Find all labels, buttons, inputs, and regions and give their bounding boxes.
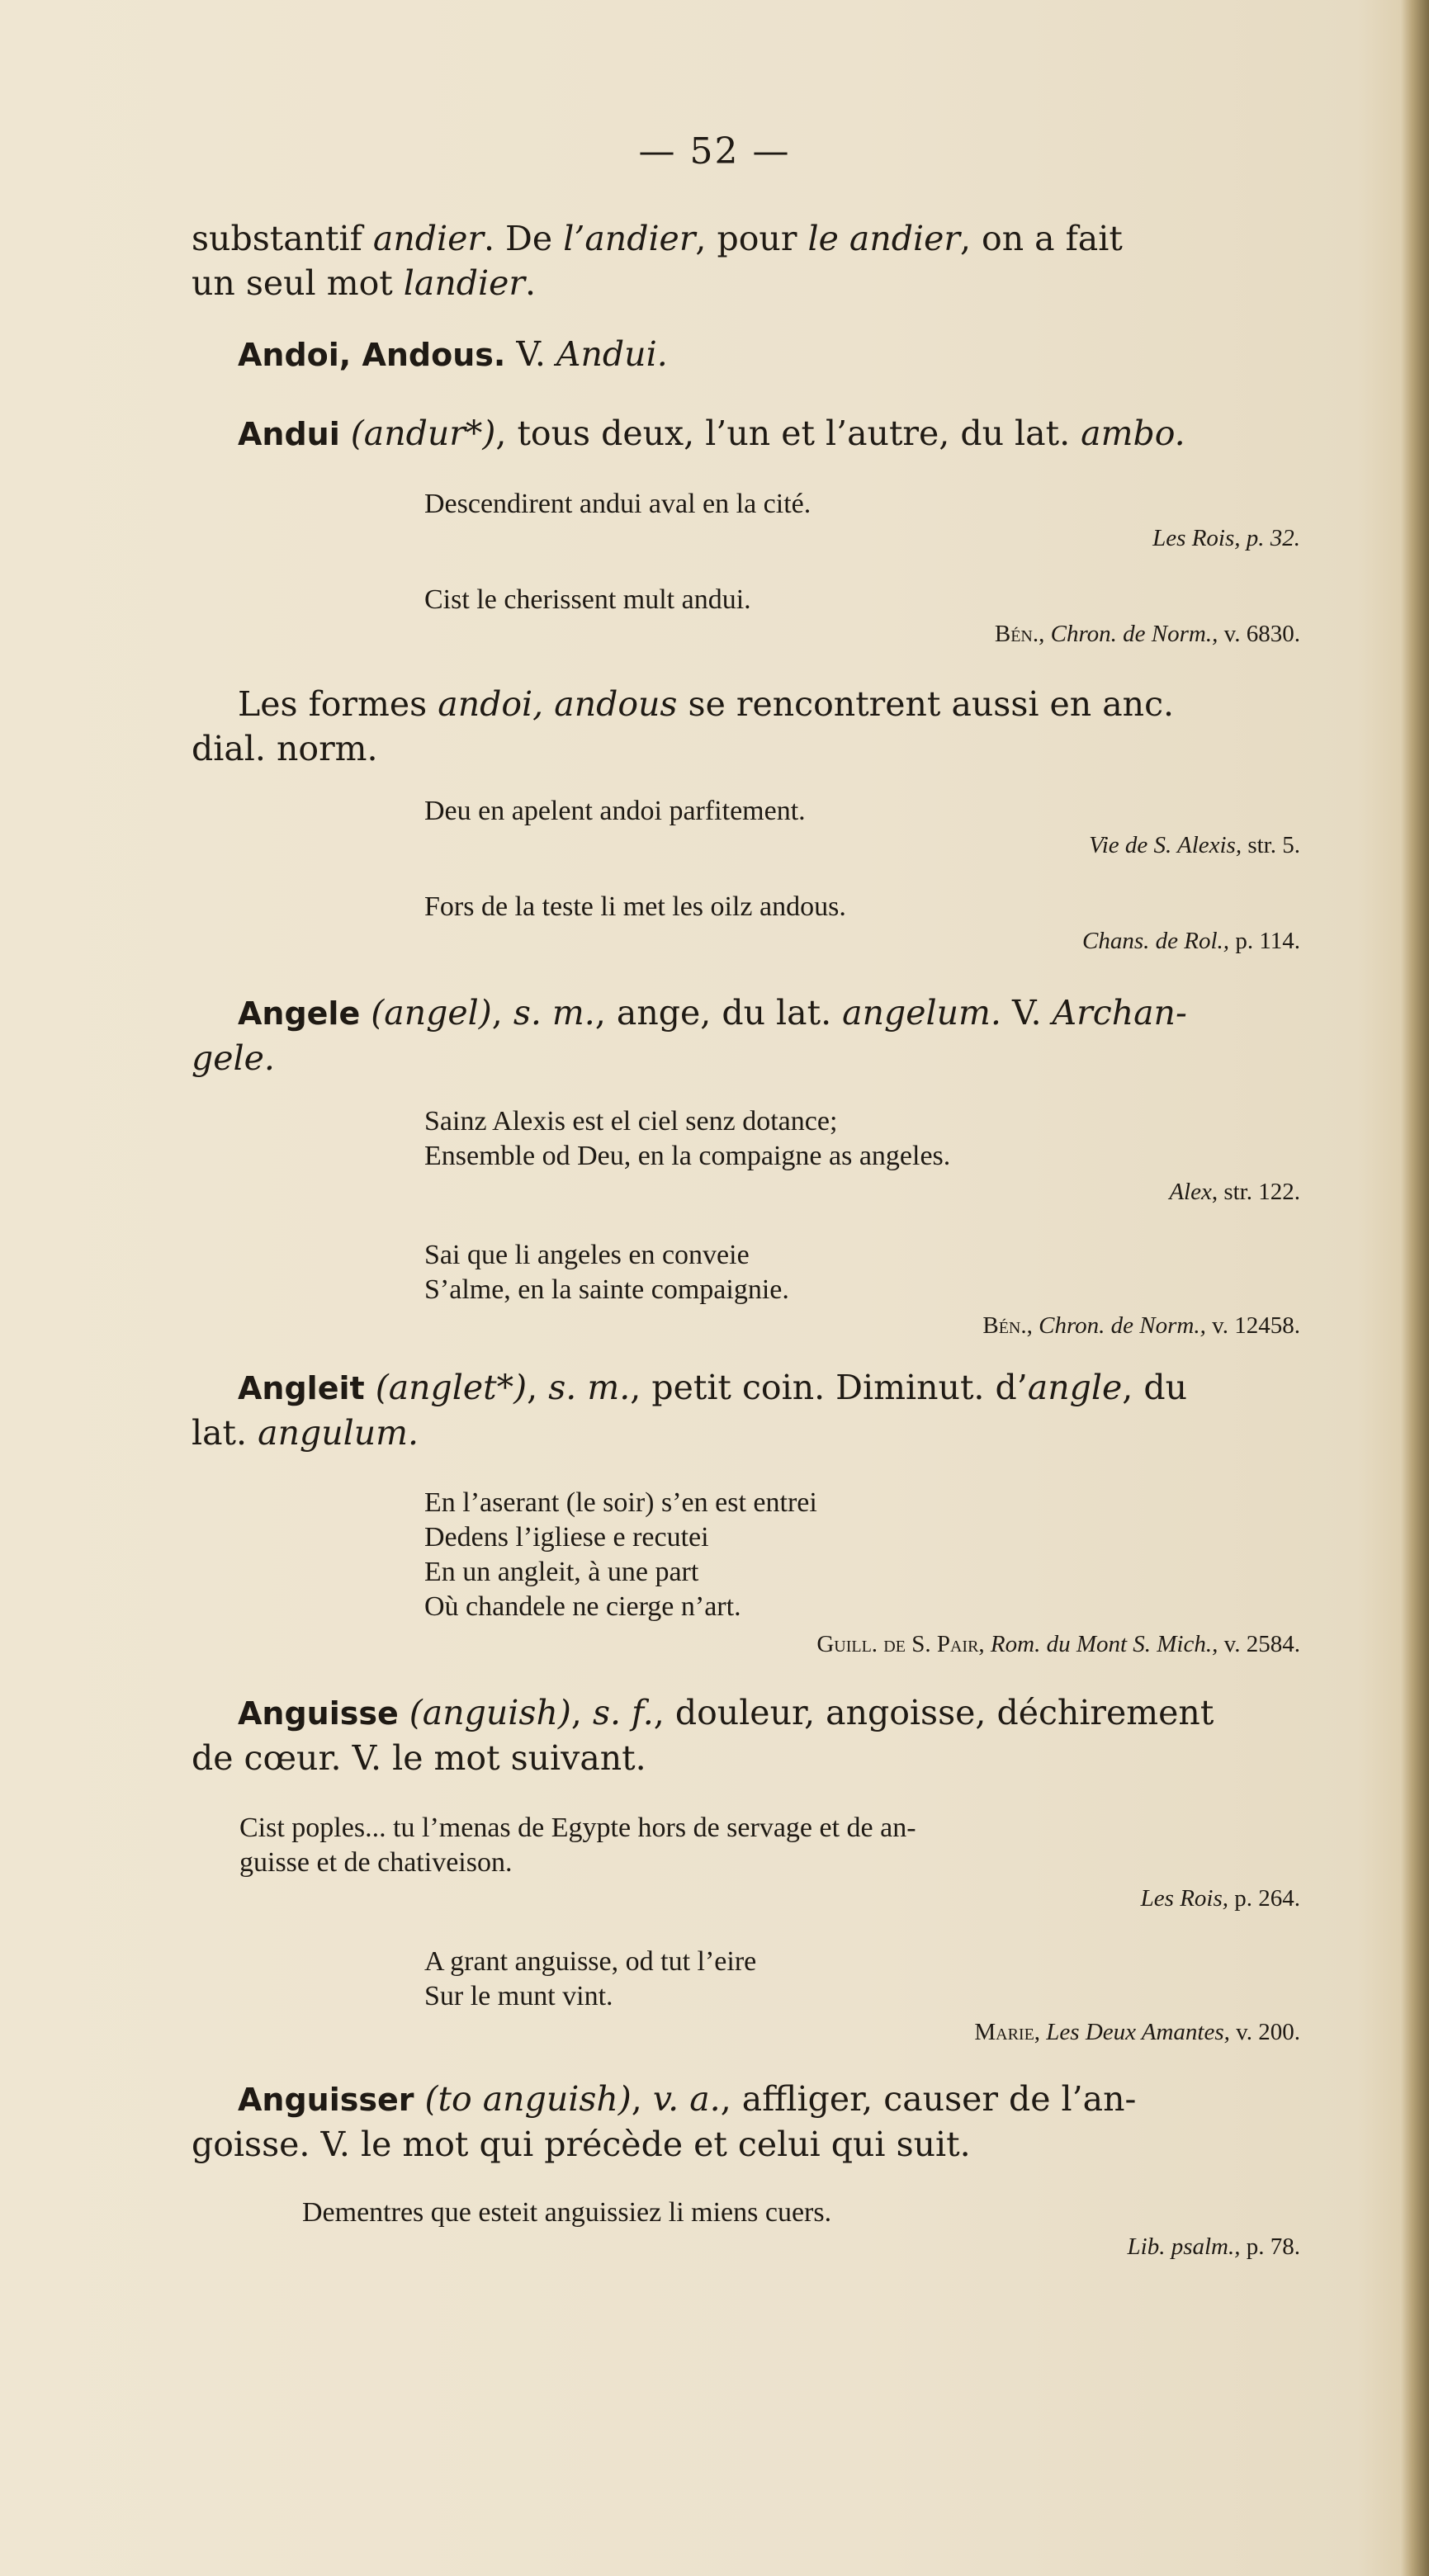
paragraph-formes: Les formes andoi, andous se rencontrent aussi en anc. dial. norm.	[192, 684, 1175, 768]
quote-source: Lib. psalm., p. 78.	[1127, 2233, 1300, 2260]
entry-anguisse: Anguisse (anguish), s. f., douleur, angoisse, déchirement de cœur. V. le mot suivant.	[192, 1693, 1214, 1778]
page-number: — 52 —	[638, 130, 791, 173]
quote-prose: Cist poples... tu l’menas de Egypte hors de servage et de an- guisse et de chativeison.	[239, 1813, 916, 1878]
entry-angele: Angele (angel), s. m., ange, du lat. angelum. V. Archan- gele.	[192, 993, 1187, 1078]
quote-verse: Sainz Alexis est el ciel senz dotance; Ensemble od Deu, en la compaigne as angeles.	[424, 1106, 951, 1171]
quote-text: Descendirent andui aval en la cité.	[424, 489, 812, 519]
page-edge-shadow	[1401, 0, 1429, 2576]
entry-andui: Andui (andur*), tous deux, l’un et l’autre, du lat. ambo.	[238, 414, 1185, 453]
quote-verse: Sai que li angeles en conveie S’alme, en la sainte compaignie.	[424, 1240, 789, 1305]
quote-source: Les Rois, p. 264.	[1140, 1885, 1300, 1912]
quote-text: Deu en apelent andoi parfitement.	[424, 796, 806, 826]
quote-source: Vie de S. Alexis, str. 5.	[1089, 832, 1300, 858]
quote-source: Les Rois, p. 32.	[1152, 525, 1300, 551]
headword: Andoi, Andous.	[238, 337, 506, 373]
headword: Angleit	[238, 1370, 365, 1406]
quote-verse: En l’aserant (le soir) s’en est entrei Dedens l’igliese e recutei En un angleit, à une part Où chandele ne cierge n’art.	[424, 1487, 817, 1622]
headword: Andui	[238, 416, 340, 452]
quote-source: Bén., Chron. de Norm., v. 12458.	[982, 1312, 1300, 1339]
headword: Anguisser	[238, 2082, 414, 2118]
quote-text: Dementres que esteit anguissiez li miens cuers.	[302, 2197, 832, 2228]
quote-text: Fors de la teste li met les oilz andous.	[424, 891, 846, 922]
quote-verse: A grant anguisse, od tut l’eire Sur le munt vint.	[424, 1946, 757, 2011]
headword: Angele	[238, 995, 361, 1032]
quote-text: Cist le cherissent mult andui.	[424, 584, 751, 615]
quote-source: Marie, Les Deux Amantes, v. 200.	[974, 2019, 1300, 2045]
entry-anguisser: Anguisser (to anguish), v. a., affliger, causer de l’an- goisse. V. le mot qui précède et celui qui suit.	[192, 2079, 1137, 2164]
entry-andoi: Andoi, Andous. V. Andui.	[238, 334, 668, 374]
entry-angleit: Angleit (anglet*), s. m., petit coin. Diminut. d’angle, du lat. angulum.	[192, 1368, 1187, 1453]
quote-source: Chans. de Rol., p. 114.	[1082, 928, 1300, 954]
paragraph-andier: substantif andier. De l’andier, pour le andier, on a fait un seul mot landier.	[192, 219, 1123, 303]
headword: Anguisse	[238, 1695, 399, 1732]
quote-source: Bén., Chron. de Norm., v. 6830.	[994, 621, 1300, 647]
quote-source: Guill. de S. Pair, Rom. du Mont S. Mich., v. 2584.	[816, 1631, 1300, 1657]
quote-source: Alex, str. 122.	[1169, 1179, 1300, 1205]
